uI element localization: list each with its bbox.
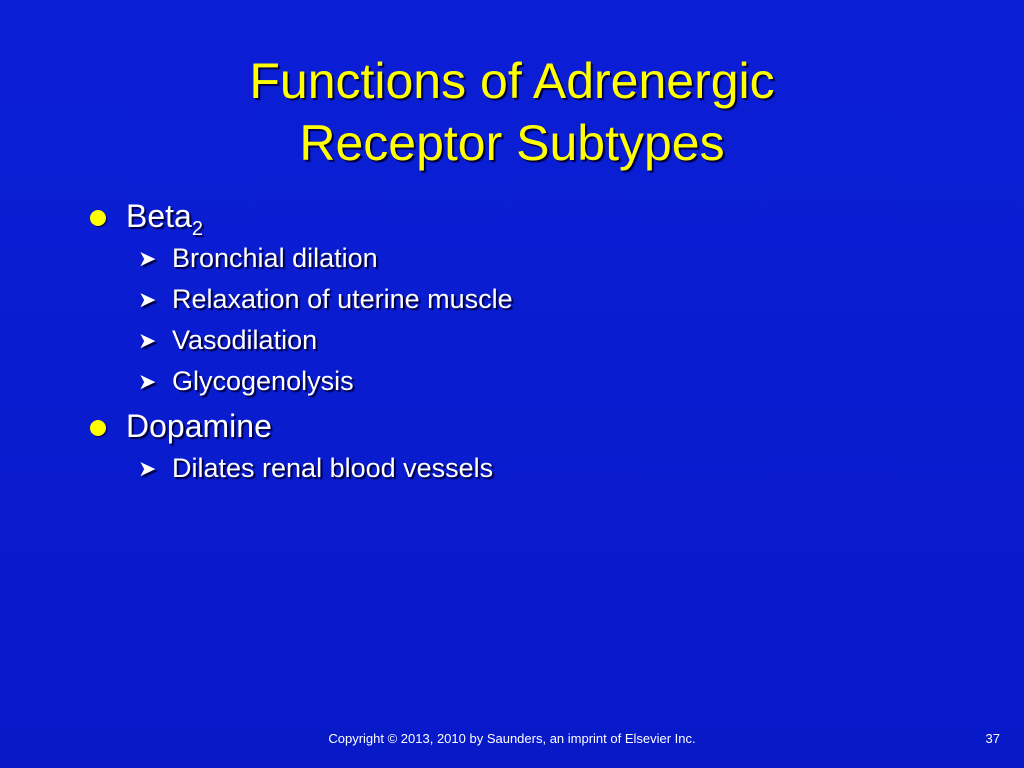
sub-item-text: Glycogenolysis [172,366,354,396]
title-line-2: Receptor Subtypes [299,115,725,171]
sub-item [138,361,970,402]
sub-item-text: Dilates renal blood vessels [172,453,494,483]
arrowhead-icon: ➤ [138,246,157,271]
sub-item [138,279,970,320]
title-line-1: Functions of Adrenergic [249,53,775,109]
filled-circle-icon [90,210,106,226]
sub-item-text: Vasodilation [172,325,318,355]
filled-circle-icon [90,420,106,436]
sub-item [138,320,970,361]
sub-list-beta2 [138,238,970,402]
sub-item [138,238,970,279]
bullet-list [90,196,970,493]
sub-item [138,448,970,489]
slide-title [0,50,1024,174]
arrowhead-icon: ➤ [138,369,157,394]
arrowhead-icon: ➤ [138,456,157,481]
bullet-dopamine [90,406,970,446]
sub-item-text: Bronchial dilation [172,243,378,273]
bullet-subscript: 2 [191,218,203,240]
bullet-beta2 [90,196,970,240]
arrowhead-icon: ➤ [138,328,157,353]
arrowhead-icon: ➤ [138,287,157,312]
copyright-footer: Copyright © 2013, 2010 by Saunders, an imprint of Elsevier Inc. [328,731,696,746]
sub-list-dopamine [138,448,970,489]
bullet-label: Beta [126,198,192,234]
sub-item-text: Relaxation of uterine muscle [172,284,513,314]
page-number: 37 [985,731,1000,746]
bullet-label: Dopamine [126,408,272,444]
